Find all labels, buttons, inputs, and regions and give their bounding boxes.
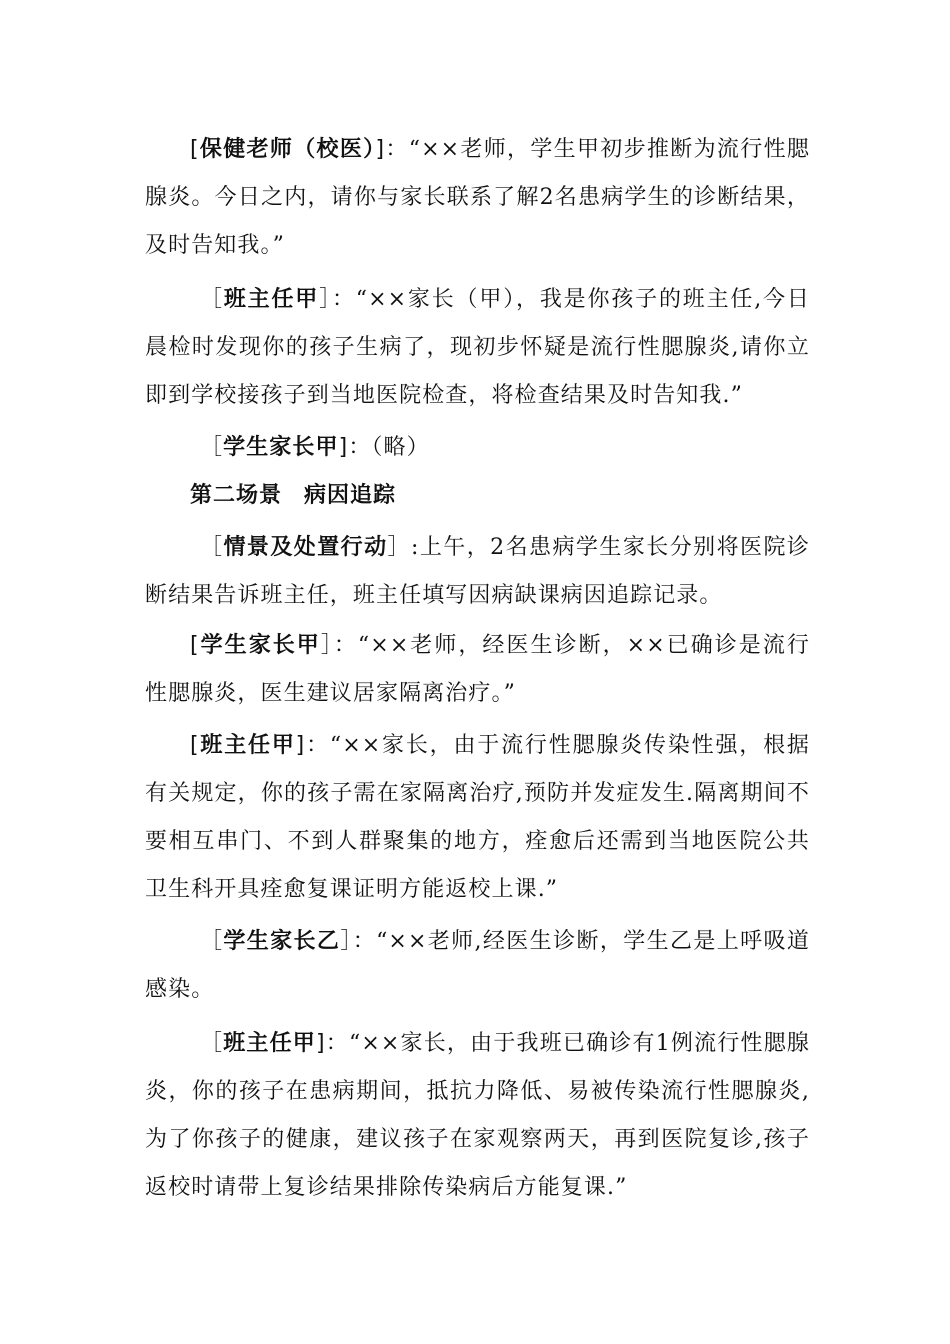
speaker-label: 情景及处置行动	[223, 535, 388, 560]
bracket-close: ］	[387, 535, 411, 560]
bracket-open: ［	[200, 1031, 224, 1056]
bracket-open: [	[190, 733, 200, 758]
dialogue-text: ：“××家长（甲），我是你孩子的班主任,今日晨检时发现你的孩子生病了，现初步怀疑是流行性腮腺炎,请你立即到学校接孩子到当地医院检查，将检查结果及时告知我.”	[145, 287, 810, 408]
bracket-close: ]	[338, 435, 349, 460]
paragraph-parent-a-1	[145, 424, 810, 472]
speaker-label: 班主任甲	[223, 1031, 317, 1056]
bracket-open: ［	[200, 435, 224, 460]
bracket-close: ］	[320, 633, 334, 658]
paragraph-school-doctor	[145, 126, 810, 270]
paragraph-class-teacher-1	[145, 276, 810, 420]
speaker-label: 保健老师（校医）	[199, 137, 376, 162]
dialogue-text: ：“××家长，由于流行性腮腺炎传染性强，根据有关规定，你的孩子需在家隔离治疗,预防并发症发生.隔离期间不要相互串门、不到人群聚集的地方，痊愈后还需到当地医院公共卫生科开具痊愈复课证明方能返校上课.”	[145, 733, 810, 902]
bracket-close: ]	[295, 733, 306, 758]
paragraph-parent-b	[145, 918, 810, 1014]
speaker-label: 学生家长乙	[223, 929, 341, 954]
bracket-open: [	[190, 633, 200, 658]
bracket-open: ［	[200, 287, 224, 312]
dialogue-text: ：“××老师，经医生诊断，××已确诊是流行性腮腺炎，医生建议居家隔离治疗。”	[145, 633, 810, 706]
dialogue-text: ：“××家长，由于我班已确诊有1例流行性腮腺炎，你的孩子在患病期间，抵抗力降低、易被传染流行性腮腺炎,为了你孩子的健康，建议孩子在家观察两天，再到医院复诊,孩子返校时请带上复诊结果排除传染病后方能复课.”	[145, 1031, 811, 1200]
bracket-close: ]	[316, 1031, 326, 1056]
speaker-label: 学生家长甲	[223, 435, 339, 460]
scene-number: 第二场景	[190, 483, 283, 508]
bracket-close: ］	[340, 929, 353, 954]
bracket-close: ］	[319, 287, 332, 312]
bracket-open: [	[190, 137, 200, 162]
paragraph-scenario-action	[145, 524, 810, 620]
bracket-close: ]	[375, 137, 386, 162]
paragraph-class-teacher-3	[145, 1020, 810, 1212]
speaker-label: 班主任甲	[199, 733, 296, 758]
speaker-label: 班主任甲	[223, 287, 320, 312]
dialogue-text: ：“××老师,经医生诊断，学生乙是上呼吸道感染。	[145, 929, 810, 1002]
dialogue-text: :上午，2名患病学生家长分别将医院诊断结果告诉班主任，班主任填写因病缺课病因追踪记录。	[145, 535, 811, 608]
bracket-open: ［	[200, 535, 224, 560]
dialogue-text: ：“××老师，学生甲初步推断为流行性腮腺炎。今日之内，请你与家长联系了解2名患病学生的诊断结果，及时告知我。”	[145, 137, 810, 258]
paragraph-class-teacher-2	[145, 722, 810, 914]
dialogue-text: ：（略）	[348, 435, 430, 460]
paragraph-parent-a-2	[145, 622, 810, 718]
scene-title: 病因追踪	[304, 483, 397, 508]
bracket-open: ［	[200, 929, 224, 954]
scene-heading	[190, 472, 396, 520]
speaker-label: 学生家长甲	[199, 633, 321, 658]
